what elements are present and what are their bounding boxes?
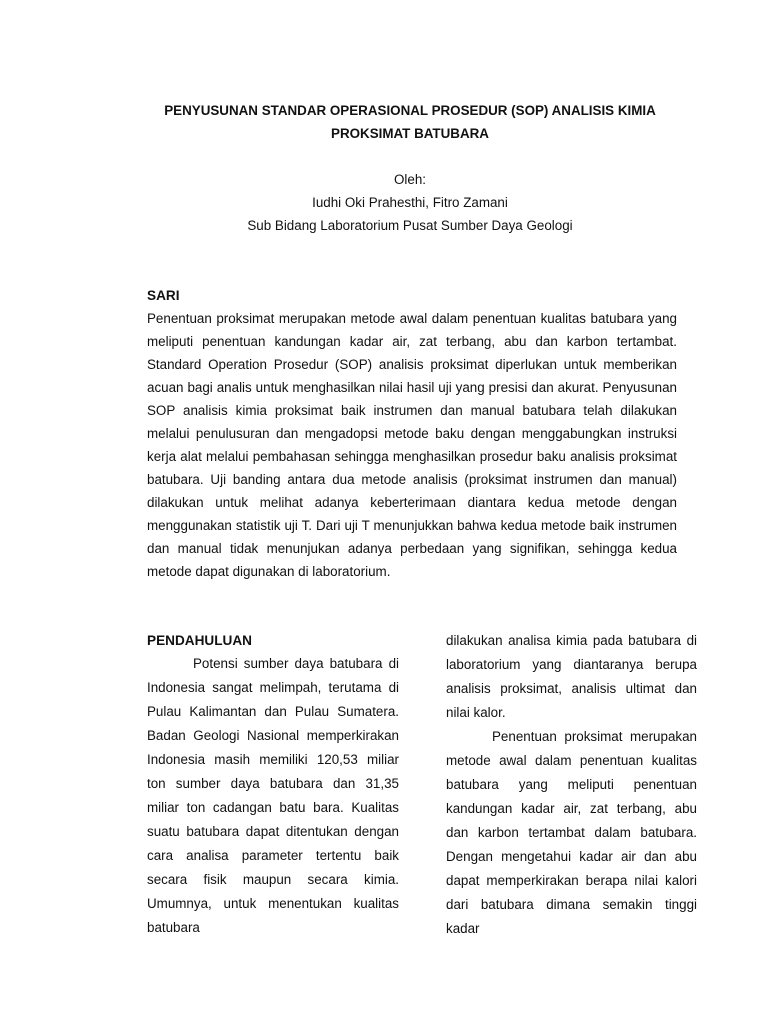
abstract-body: Penentuan proksimat merupakan metode awal dalam penentuan kualitas batubara yang meliputi penentuan kandungan kadar air, zat terbang, abu dan karbon tertambat. Standard Operation Prosedur (SOP) analisis proksimat diperlukan untuk memberikan acuan bagi analis untuk menghasilkan nilai hasil uji yang presisi dan akurat. Penyusunan SOP analisis kimia proksimat baik instrumen dan manual batubara telah dilakukan melalui penulusuran dan mengadopsi metode baku dengan menggabungkan instruksi kerja alat melalui pembahasan sehingga menghasilkan prosedur baku analisis proksimat batubara. Uji banding antara dua metode analisis (proksimat instrumen dan manual) dilakukan untuk melihat adanya keberterimaan diantara kedua metode dengan menggunakan statistik uji T. Dari uji T menunjukkan bahwa kedua metode baik instrumen dan manual tidak menunjukan adanya perbedaan yang signifikan, sehingga kedua metode dapat digunakan di laboratorium. xyxy=(147,311,677,579)
byline xyxy=(120,168,700,237)
title-line-1: PENYUSUNAN STANDAR OPERASIONAL PROSEDUR (SOP) ANALISIS KIMIA xyxy=(164,103,656,118)
authors: Iudhi Oki Prahesthi, Fitro Zamani xyxy=(312,195,508,210)
affiliation: Sub Bidang Laboratorium Pusat Sumber Daya Geologi xyxy=(247,218,573,233)
introduction-heading: PENDAHULUAN xyxy=(147,633,252,648)
introduction-paragraph-1-continued: dilakukan analisa kimia pada batubara di laboratorium yang diantaranya berupa analisis proksimat, analisis ultimat dan nilai kalor. xyxy=(446,633,697,720)
abstract-section xyxy=(147,284,677,583)
left-column xyxy=(147,629,399,940)
by-label: Oleh: xyxy=(393,172,426,187)
introduction-paragraph-2: Penentuan proksimat merupakan metode awal dalam penentuan kualitas batubara yang meliputi penentuan kandungan kadar air, zat terbang, abu dan karbon tertambat dalam batubara. Dengan mengetahui kadar air dan abu dapat memperkirakan berapa nilai kalori dari batubara dimana semakin tinggi kadar xyxy=(446,729,697,936)
introduction-paragraph-1: Potensi sumber daya batubara di Indonesia sangat melimpah, terutama di Pulau Kalimantan dan Pulau Sumatera. Badan Geologi Nasional memperkirakan Indonesia masih memiliki 120,53 miliar ton sumber daya batubara dan 31,35 miliar ton cadangan batu bara. Kualitas suatu batubara dapat ditentukan dengan cara analisa parameter tertentu baik secara fisik maupun secara kimia. Umumnya, untuk menentukan kualitas batubara xyxy=(147,656,399,935)
right-column xyxy=(446,629,697,941)
title-line-2: PROKSIMAT BATUBARA xyxy=(331,126,489,141)
abstract-heading: SARI xyxy=(147,288,180,303)
paper-title xyxy=(120,99,700,145)
